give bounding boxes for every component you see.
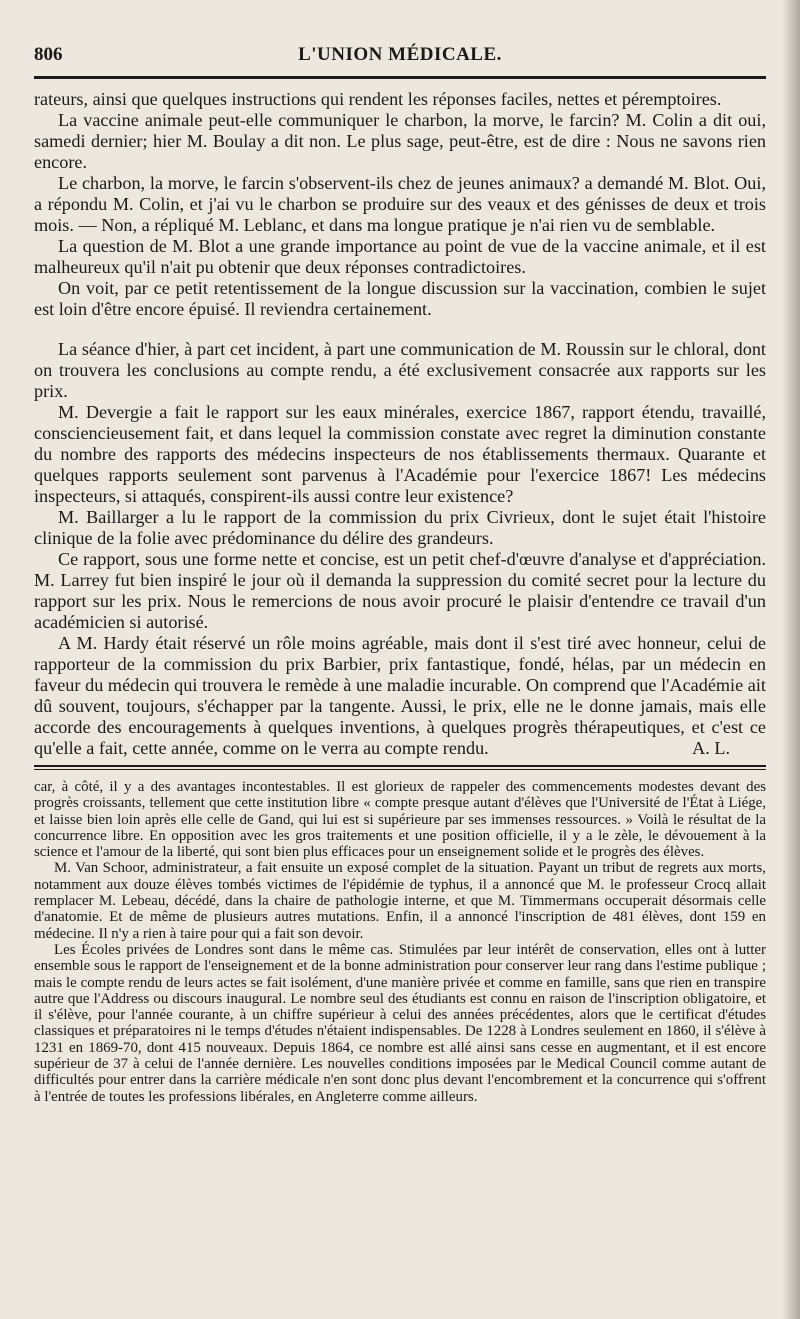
article-paragraph-text: A M. Hardy était réservé un rôle moins agréable, mais dont il s'est tiré avec honneur, celui de rapporteur de la commission du prix Barbier, prix fantastique, fondé, hélas, par un médecin en faveur du médecin qui trouvera le remède à une maladie incurable. On comprend que l'Académie ait dû souvent, toujours, s'échapper par la tangente. Aussi, le prix, elle ne le donne jamais, mais elle accorde des encouragements à quelques inventions, à quelques progrès thérapeutiques, et c'est ce qu'elle a fait, cette année, comme on le verra au compte rendu. (34, 633, 766, 758)
footnote-section (34, 779, 766, 1105)
article-paragraph: La question de M. Blot a une grande importance au point de vue de la vaccine animale, et il est malheureux qu'il n'ait pu obtenir que deux réponses contradictoires. (34, 236, 766, 277)
footnote-paragraph: car, à côté, il y a des avantages incontestables. Il est glorieux de rappeler des commencements modestes devant des progrès croissants, tellement que cette institution libre « compte presque autant d'élèves que l'Université de l'État à Liége, et laisse bien loin après elle celle de Gand, qui lui est si supérieure par ses immenses ressources. » Voilà le résultat de la concurrence libre. En opposition avec les gros traitements et une position officielle, il y a le zèle, le dévouement à la science et l'amour de la liberté, qui sont bien plus efficaces pour un enseignement solide et le progrès des élèves. (34, 779, 766, 861)
article-paragraph: On voit, par ce petit retentissement de la longue discussion sur la vaccination, combien le sujet est loin d'être encore épuisé. Il reviendra certainement. (34, 278, 766, 319)
article-paragraph: La séance d'hier, à part cet incident, à part une communication de M. Roussin sur le chloral, dont on trouvera les conclusions au compte rendu, a été exclusivement consacrée aux rapports sur les prix. (34, 339, 766, 401)
footnote-paragraph: M. Van Schoor, administrateur, a fait ensuite un exposé complet de la situation. Payant un tribut de regrets aux morts, notamment aux douze élèves tombés victimes de l'épidémie de typhus, il a annoncé que M. le professeur Crocq allait remplacer M. Lebeau, décédé, dans la chaire de pathologie interne, et que M. Timmermans occuperait désormais celle d'anatomie. Et de même de plusieurs autres mutations. Enfin, il a annoncé l'inscription de 481 élèves, dont 159 en médecine. Il n'y a rien à taire pour qui a fait son devoir. (34, 860, 766, 942)
article-paragraph: La vaccine animale peut-elle communiquer le charbon, la morve, le farcin? M. Colin a dit oui, samedi dernier; hier M. Boulay a dit non. Le plus sage, peut-être, est de dire : Nous ne savons rien encore. (34, 110, 766, 172)
journal-title: L'UNION MÉDICALE. (298, 44, 502, 65)
running-header (34, 44, 766, 70)
article-paragraph: Ce rapport, sous une forme nette et concise, est un petit chef-d'œuvre d'analyse et d'appréciation. M. Larrey fut bien inspiré le jour où il demanda la suppression du comité secret pour la lecture du rapport sur les prix. Nous le remercions de nous avoir procuré le plaisir d'entendre ce travail d'un académicien si autorisé. (34, 549, 766, 632)
footnote-separator (34, 765, 766, 770)
page-number: 806 (34, 44, 63, 65)
article-paragraph: M. Baillarger a lu le rapport de la commission du prix Civrieux, dont le sujet était l'histoire clinique de la folie avec prédominance du délire des grandeurs. (34, 507, 766, 548)
main-article (34, 89, 766, 759)
page-edge-shadow (782, 0, 800, 1319)
header-rule (34, 76, 766, 79)
article-paragraph: Le charbon, la morve, le farcin s'observent-ils chez de jeunes animaux? a demandé M. Blot. Oui, a répondu M. Colin, et j'ai vu le charbon se produire sur des veaux et des génisses de deux et trois mois. — Non, a répliqué M. Leblanc, et dans ma longue pratique je n'ai rien vu de semblable. (34, 173, 766, 235)
article-paragraph-last (34, 633, 766, 759)
footnote-paragraph: Les Écoles privées de Londres sont dans le même cas. Stimulées par leur intérêt de conservation, elles ont à lutter ensemble sous le rapport de l'enseignement et de la bonne administration pour conserver leur rang dans l'estime publique ; mais le compte rendu de leurs actes se fait isolément, d'une manière privée et comme en famille, sans que rien en transpire autre que l'Address ou discours inaugural. Le nombre seul des étudiants est connu en raison de l'inscription obligatoire, et il s'élève, pour l'année courante, à un chiffre supérieur à celui des années précédentes, alors que le certificat d'études classiques et préparatoires ni le temps d'études n'étaient indispensables. De 1228 à Londres seulement en 1860, il s'élève à 1231 en 1869-70, dont 415 nouveaux. Depuis 1864, ce nombre est allé ainsi sans cesse en augmentant, et il est encore supérieur de 37 à celui de l'année dernière. Les nouvelles conditions imposées par le Medical Council comme autant de difficultés pour entrer dans la carrière médicale n'en sont donc plus devant l'encombrement et la concurrence qui s'offrent à l'entrée de toutes les professions libérales, en Angleterre comme ailleurs. (34, 941, 766, 1105)
author-signature: A. L. (692, 738, 730, 758)
article-paragraph: rateurs, ainsi que quelques instructions qui rendent les réponses faciles, nettes et péremptoires. (34, 89, 722, 109)
article-paragraph: M. Devergie a fait le rapport sur les eaux minérales, exercice 1867, rapport étendu, travaillé, consciencieusement fait, et dans lequel la commission constate avec regret la diminution constante du nombre des rapports des médecins inspecteurs de nos établissements thermaux. Quarante et quelques rapports seulement sont parvenus à l'Académie pour l'exercice 1867! Les médecins inspecteurs, si attaqués, conspirent-ils aussi contre leur existence? (34, 402, 766, 506)
